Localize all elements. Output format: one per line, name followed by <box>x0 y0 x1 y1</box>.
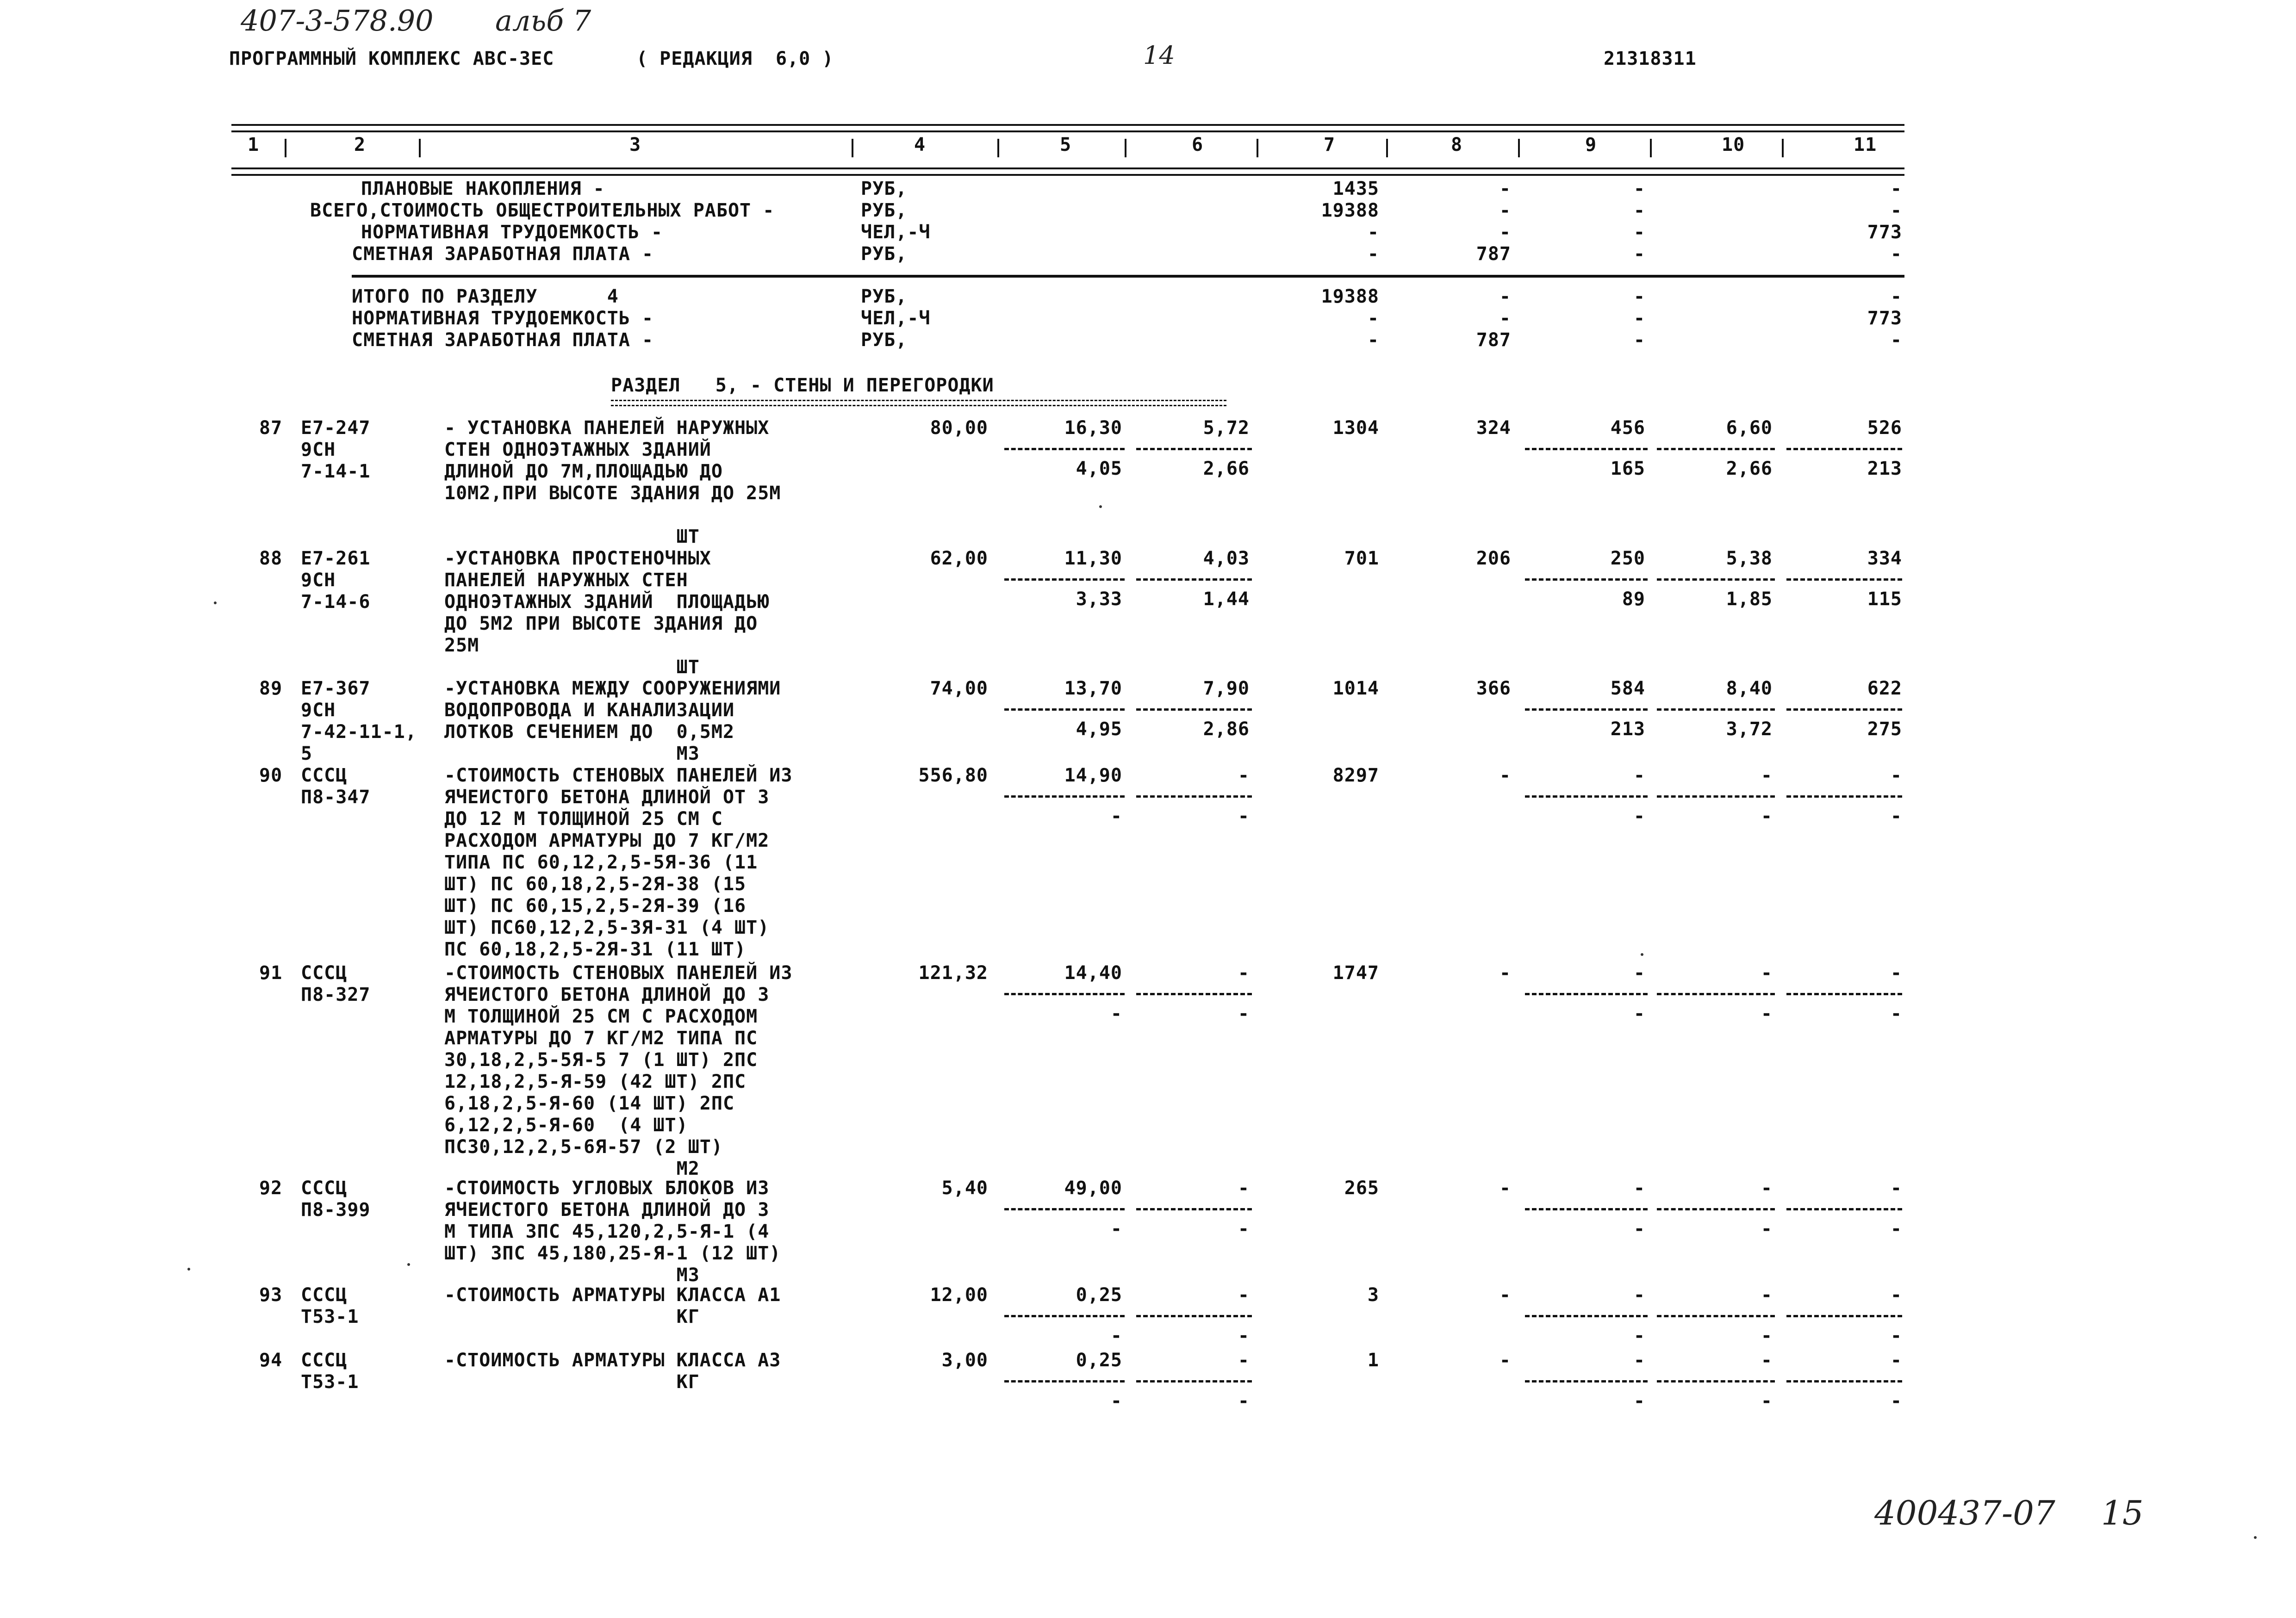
row-description: -СТОИМОСТЬ СТЕНОВЫХ ПАНЕЛЕЙ ИЗ ЯЧЕИСТОГО БЕТОНА ДЛИНОЙ ДО 3 М ТОЛЩИНОЙ 25 СМ С РАСХОДОМ АРМАТУРЫ ДО 7 КГ/М2 ТИПА ПС 30,18,2,5-5Я-5 7 (1 ШТ) 2ПС 12,18,2,5-Я-59 (42 ШТ) 2ПС 6,18,2,5-Я-60 (14 ШТ) 2ПС 6,12,2,5-Я-60 (4 ШТ) ПС30,12,2,5-6Я-57 (2 ШТ) М2 <box>444 962 793 1179</box>
scan-speck <box>407 1263 410 1266</box>
subtotal-separator <box>1657 1208 1775 1212</box>
subtotal-separator <box>1136 993 1252 997</box>
row-labor-total-wages: - <box>1890 1325 1902 1346</box>
subtotal-separator <box>1136 1380 1252 1384</box>
row-description: -СТОИМОСТЬ АРМАТУРЫ КЛАССА А1 КГ <box>444 1284 781 1327</box>
column-header-5: 5 <box>1060 134 1072 155</box>
row-total-wage: 206 <box>1476 548 1511 569</box>
row-unit-wage: - <box>1238 1350 1250 1371</box>
scan-speck <box>1099 505 1102 508</box>
total-col8: - <box>1499 178 1511 199</box>
handwritten-archive-number: 400437-07 <box>1874 1494 2055 1532</box>
summary-col7: - <box>1367 308 1379 329</box>
row-unit-cost: 14,40 <box>1064 962 1122 984</box>
row-quantity: 80,00 <box>930 417 988 439</box>
scan-speck <box>214 601 217 604</box>
row-machine-cost: 584 <box>1610 678 1645 699</box>
row-unit-cost-wages: 3,33 <box>1076 589 1122 610</box>
summary-col8: - <box>1499 286 1511 307</box>
subtotal-separator <box>1786 993 1902 997</box>
row-machine-wages: - <box>1633 1003 1645 1024</box>
row-unit-wage: - <box>1238 962 1250 984</box>
row-unit-wage-wages: - <box>1238 806 1250 827</box>
row-total-cost: 265 <box>1344 1178 1379 1199</box>
total-col11: - <box>1890 200 1902 221</box>
row-unit-wage: 7,90 <box>1203 678 1250 699</box>
summary-col9: - <box>1633 286 1645 307</box>
subtotal-separator <box>1786 1315 1902 1319</box>
row-unit-wage-wages: - <box>1238 1390 1250 1412</box>
row-quantity: 121,32 <box>918 962 988 984</box>
row-unit-wage-wages: 2,66 <box>1203 458 1250 479</box>
subtotal-separator <box>1004 1208 1125 1212</box>
row-labor-unit-wages: - <box>1761 1390 1773 1412</box>
subtotal-separator <box>1525 993 1648 997</box>
row-quantity: 62,00 <box>930 548 988 569</box>
row-machine-wages: 165 <box>1610 458 1645 479</box>
column-header-10: 10 <box>1722 134 1745 155</box>
total-col11: - <box>1890 178 1902 199</box>
row-machine-wages: 213 <box>1610 719 1645 740</box>
row-total-wage: - <box>1499 765 1511 786</box>
row-description: - УСТАНОВКА ПАНЕЛЕЙ НАРУЖНЫХ СТЕН ОДНОЭТАЖНЫХ ЗДАНИЙ ДЛИНОЙ ДО 7М,ПЛОЩАДЬЮ ДО 10М2,ПРИ ВЫСОТЕ ЗДАНИЯ ДО 25М ШТ <box>444 417 781 547</box>
row-labor-unit-wages: - <box>1761 1325 1773 1346</box>
row-labor-unit-wages: - <box>1761 1003 1773 1024</box>
row-labor-total-wages: - <box>1890 1218 1902 1240</box>
row-number: 88 <box>259 548 283 569</box>
row-number: 91 <box>259 962 283 984</box>
row-labor-total-wages: - <box>1890 1390 1902 1412</box>
section-5-title: РАЗДЕЛ 5, - СТЕНЫ И ПЕРЕГОРОДКИ <box>611 375 994 396</box>
total-label: НОРМАТИВНАЯ ТРУДОЕМКОСТЬ - <box>361 222 663 243</box>
handwritten-album: альб 7 <box>495 4 591 37</box>
row-machine-wages: - <box>1633 806 1645 827</box>
column-header-11: 11 <box>1854 134 1877 155</box>
total-col9: - <box>1633 222 1645 243</box>
row-unit-wage: 5,72 <box>1203 417 1250 439</box>
subtotal-separator <box>1657 578 1775 583</box>
row-description: -СТОИМОСТЬ АРМАТУРЫ КЛАССА А3 КГ <box>444 1350 781 1393</box>
row-labor-total-wages: - <box>1890 1003 1902 1024</box>
subtotal-separator <box>1657 993 1775 997</box>
row-machine-cost: - <box>1633 962 1645 984</box>
column-header-7: 7 <box>1324 134 1336 155</box>
subtotal-separator <box>1525 1315 1648 1319</box>
row-unit-wage-wages: 2,86 <box>1203 719 1250 740</box>
subtotal-separator <box>1657 1380 1775 1384</box>
summary-col11: - <box>1890 286 1902 307</box>
total-unit: ЧЕЛ,-Ч <box>861 222 931 243</box>
subtotal-separator <box>1657 448 1775 452</box>
column-separator <box>1257 139 1258 157</box>
row-quantity: 74,00 <box>930 678 988 699</box>
subtotal-separator <box>1657 795 1775 800</box>
row-machine-wages: - <box>1633 1218 1645 1240</box>
row-total-cost: 701 <box>1344 548 1379 569</box>
row-labor-unit-wages: 1,85 <box>1726 589 1773 610</box>
subtotal-separator <box>1004 1380 1125 1384</box>
subtotal-separator <box>1004 578 1125 583</box>
scan-speck <box>2254 1536 2257 1539</box>
header-bottom-rule <box>231 167 1904 176</box>
section-5-title-underline <box>611 400 1226 406</box>
column-header-1: 1 <box>248 134 260 155</box>
subtotal-separator <box>1786 448 1902 452</box>
row-unit-wage: - <box>1238 1284 1250 1306</box>
row-unit-wage-wages: - <box>1238 1218 1250 1240</box>
row-labor-total-wages: 115 <box>1867 589 1902 610</box>
subtotal-separator <box>1786 708 1902 713</box>
total-col8: - <box>1499 222 1511 243</box>
total-col9: - <box>1633 243 1645 265</box>
total-label: ВСЕГО,СТОИМОСТЬ ОБЩЕСТРОИТЕЛЬНЫХ РАБОТ - <box>310 200 775 221</box>
column-header-6: 6 <box>1192 134 1204 155</box>
document-number: 21318311 <box>1604 48 1697 69</box>
column-header-2: 2 <box>354 134 366 155</box>
row-unit-wage: - <box>1238 1178 1250 1199</box>
subtotal-separator <box>1136 795 1252 800</box>
summary-col9: - <box>1633 329 1645 351</box>
row-unit-cost-wages: - <box>1110 1003 1122 1024</box>
row-code: Е7-247 9СН 7-14-1 <box>301 417 371 482</box>
subtotal-separator <box>1525 1380 1648 1384</box>
subtotal-separator <box>1786 1208 1902 1212</box>
row-code: СССЦ П8-399 <box>301 1178 371 1221</box>
subtotal-separator <box>1136 1208 1252 1212</box>
row-labor-unit: 5,38 <box>1726 548 1773 569</box>
scan-speck <box>1641 953 1643 956</box>
subtotal-separator <box>1657 708 1775 713</box>
row-labor-unit: - <box>1761 1178 1773 1199</box>
row-labor-unit: - <box>1761 1350 1773 1371</box>
subtotal-separator <box>1004 708 1125 713</box>
row-labor-total: - <box>1890 1284 1902 1306</box>
column-header-3: 3 <box>629 134 641 155</box>
row-labor-total: 526 <box>1867 417 1902 439</box>
row-unit-wage-wages: - <box>1238 1003 1250 1024</box>
row-unit-cost-wages: 4,05 <box>1076 458 1122 479</box>
summary-label: СМЕТНАЯ ЗАРАБОТНАЯ ПЛАТА - <box>352 329 654 351</box>
row-labor-unit: - <box>1761 1284 1773 1306</box>
summary-col8: 787 <box>1476 329 1511 351</box>
row-labor-total-wages: 213 <box>1867 458 1902 479</box>
handwritten-page-marker: 14 <box>1143 41 1175 70</box>
row-code: СССЦ Т53-1 <box>301 1284 359 1327</box>
row-total-cost: 3 <box>1367 1284 1379 1306</box>
subtotal-separator <box>1004 448 1125 452</box>
row-code: Е7-261 9СН 7-14-6 <box>301 548 371 613</box>
summary-unit: РУБ, <box>861 329 908 351</box>
row-machine-wages: - <box>1633 1390 1645 1412</box>
summary-unit: ЧЕЛ,-Ч <box>861 308 931 329</box>
row-labor-total: 622 <box>1867 678 1902 699</box>
subtotal-separator <box>1136 708 1252 713</box>
section-4-divider <box>352 275 1904 278</box>
row-number: 87 <box>259 417 283 439</box>
subtotal-separator <box>1525 708 1648 713</box>
total-col7: 19388 <box>1321 200 1379 221</box>
column-separator <box>852 139 853 157</box>
row-labor-total: - <box>1890 1350 1902 1371</box>
row-total-wage: 324 <box>1476 417 1511 439</box>
column-separator <box>997 139 999 157</box>
handwritten-page-number: 15 <box>2101 1494 2144 1532</box>
row-total-wage: 366 <box>1476 678 1511 699</box>
subtotal-separator <box>1657 1315 1775 1319</box>
row-quantity: 12,00 <box>930 1284 988 1306</box>
total-col7: 1435 <box>1332 178 1379 199</box>
row-unit-cost: 0,25 <box>1076 1350 1122 1371</box>
column-separator <box>419 139 421 157</box>
row-machine-cost: - <box>1633 765 1645 786</box>
column-header-9: 9 <box>1585 134 1597 155</box>
total-col8: - <box>1499 200 1511 221</box>
row-unit-wage: - <box>1238 765 1250 786</box>
row-labor-total: 334 <box>1867 548 1902 569</box>
row-machine-wages: 89 <box>1622 589 1645 610</box>
subtotal-separator <box>1786 795 1902 800</box>
row-labor-total: - <box>1890 962 1902 984</box>
row-unit-cost: 0,25 <box>1076 1284 1122 1306</box>
row-total-cost: 1747 <box>1332 962 1379 984</box>
edition-label: ( РЕДАКЦИЯ 6,0 ) <box>636 48 834 69</box>
subtotal-separator <box>1136 1315 1252 1319</box>
row-description: -УСТАНОВКА ПРОСТЕНОЧНЫХ ПАНЕЛЕЙ НАРУЖНЫХ СТЕН ОДНОЭТАЖНЫХ ЗДАНИЙ ПЛОЩАДЬЮ ДО 5М2 ПРИ ВЫСОТЕ ЗДАНИЯ ДО 25М ШТ <box>444 548 770 678</box>
subtotal-separator <box>1786 1380 1902 1384</box>
total-label: СМЕТНАЯ ЗАРАБОТНАЯ ПЛАТА - <box>352 243 654 265</box>
column-separator <box>1782 139 1784 157</box>
summary-col11: - <box>1890 329 1902 351</box>
total-unit: РУБ, <box>861 200 908 221</box>
subtotal-separator <box>1004 795 1125 800</box>
subtotal-separator <box>1525 795 1648 800</box>
row-total-cost: 1304 <box>1332 417 1379 439</box>
row-labor-unit: 6,60 <box>1726 417 1773 439</box>
row-machine-cost: 456 <box>1610 417 1645 439</box>
row-total-wage: - <box>1499 1350 1511 1371</box>
row-unit-cost-wages: 4,95 <box>1076 719 1122 740</box>
row-machine-wages: - <box>1633 1325 1645 1346</box>
total-col7: - <box>1367 243 1379 265</box>
row-labor-unit-wages: 3,72 <box>1726 719 1773 740</box>
summary-col9: - <box>1633 308 1645 329</box>
summary-col8: - <box>1499 308 1511 329</box>
row-number: 93 <box>259 1284 283 1306</box>
summary-label: НОРМАТИВНАЯ ТРУДОЕМКОСТЬ - <box>352 308 654 329</box>
summary-unit: РУБ, <box>861 286 908 307</box>
row-code: СССЦ П8-347 <box>301 765 371 808</box>
row-unit-wage-wages: - <box>1238 1325 1250 1346</box>
total-unit: РУБ, <box>861 243 908 265</box>
handwritten-code: 407-3-578.90 <box>241 4 434 37</box>
summary-label: ИТОГО ПО РАЗДЕЛУ 4 <box>352 286 619 307</box>
column-separator <box>1125 139 1126 157</box>
row-machine-cost: - <box>1633 1178 1645 1199</box>
row-code: СССЦ П8-327 <box>301 962 371 1005</box>
summary-col7: - <box>1367 329 1379 351</box>
total-col9: - <box>1633 200 1645 221</box>
row-description: -УСТАНОВКА МЕЖДУ СООРУЖЕНИЯМИ ВОДОПРОВОДА И КАНАЛИЗАЦИИ ЛОТКОВ СЕЧЕНИЕМ ДО 0,5М2 М3 <box>444 678 781 764</box>
total-col9: - <box>1633 178 1645 199</box>
row-unit-cost: 16,30 <box>1064 417 1122 439</box>
subtotal-separator <box>1004 1315 1125 1319</box>
row-total-cost: 1014 <box>1332 678 1379 699</box>
row-unit-cost-wages: - <box>1110 1390 1122 1412</box>
row-number: 92 <box>259 1178 283 1199</box>
row-code: СССЦ Т53-1 <box>301 1350 359 1393</box>
subtotal-separator <box>1525 1208 1648 1212</box>
row-unit-cost-wages: - <box>1110 806 1122 827</box>
program-title: ПРОГРАММНЫЙ КОМПЛЕКС АВС-3ЕС <box>229 48 554 69</box>
row-number: 89 <box>259 678 283 699</box>
header-top-rule <box>231 124 1904 132</box>
row-labor-total: - <box>1890 1178 1902 1199</box>
row-total-cost: 8297 <box>1332 765 1379 786</box>
row-labor-unit-wages: - <box>1761 1218 1773 1240</box>
column-header-8: 8 <box>1451 134 1463 155</box>
total-unit: РУБ, <box>861 178 908 199</box>
row-labor-unit: - <box>1761 962 1773 984</box>
row-description: -СТОИМОСТЬ УГЛОВЫХ БЛОКОВ ИЗ ЯЧЕИСТОГО БЕТОНА ДЛИНОЙ ДО 3 М ТИПА 3ПС 45,120,2,5-Я-1 (4 ШТ) 3ПС 45,180,25-Я-1 (12 ШТ) М3 <box>444 1178 781 1286</box>
row-total-wage: - <box>1499 1178 1511 1199</box>
row-quantity: 5,40 <box>941 1178 988 1199</box>
row-total-cost: 1 <box>1367 1350 1379 1371</box>
row-unit-cost: 49,00 <box>1064 1178 1122 1199</box>
row-unit-cost: 11,30 <box>1064 548 1122 569</box>
row-unit-cost: 13,70 <box>1064 678 1122 699</box>
row-quantity: 556,80 <box>918 765 988 786</box>
row-unit-cost-wages: - <box>1110 1325 1122 1346</box>
row-number: 90 <box>259 765 283 786</box>
row-labor-total-wages: 275 <box>1867 719 1902 740</box>
row-unit-cost-wages: - <box>1110 1218 1122 1240</box>
row-labor-total-wages: - <box>1890 806 1902 827</box>
column-separator <box>285 139 286 157</box>
row-labor-unit: 8,40 <box>1726 678 1773 699</box>
row-quantity: 3,00 <box>941 1350 988 1371</box>
subtotal-separator <box>1525 578 1648 583</box>
row-machine-cost: - <box>1633 1284 1645 1306</box>
total-col7: - <box>1367 222 1379 243</box>
summary-col7: 19388 <box>1321 286 1379 307</box>
row-machine-cost: 250 <box>1610 548 1645 569</box>
total-col11: 773 <box>1867 222 1902 243</box>
subtotal-separator <box>1136 448 1252 452</box>
subtotal-separator <box>1786 578 1902 583</box>
summary-col11: 773 <box>1867 308 1902 329</box>
row-labor-unit: - <box>1761 765 1773 786</box>
subtotal-separator <box>1136 578 1252 583</box>
row-labor-total: - <box>1890 765 1902 786</box>
subtotal-separator <box>1525 448 1648 452</box>
row-unit-wage-wages: 1,44 <box>1203 589 1250 610</box>
subtotal-separator <box>1004 993 1125 997</box>
row-unit-cost: 14,90 <box>1064 765 1122 786</box>
row-code: Е7-367 9СН 7-42-11-1, 5 <box>301 678 417 764</box>
row-description: -СТОИМОСТЬ СТЕНОВЫХ ПАНЕЛЕЙ ИЗ ЯЧЕИСТОГО БЕТОНА ДЛИНОЙ ОТ 3 ДО 12 М ТОЛЩИНОЙ 25 СМ С РАСХОДОМ АРМАТУРЫ ДО 7 КГ/М2 ТИПА ПС 60,12,2,5-5Я-36 (11 ШТ) ПС 60,18,2,5-2Я-38 (15 ШТ) ПС 60,15,2,5-2Я-39 (16 ШТ) ПС60,12,2,5-3Я-31 (4 ШТ) ПС 60,18,2,5-2Я-31 (11 ШТ) <box>444 765 793 960</box>
row-machine-cost: - <box>1633 1350 1645 1371</box>
row-unit-wage: 4,03 <box>1203 548 1250 569</box>
column-separator <box>1650 139 1652 157</box>
row-total-wage: - <box>1499 1284 1511 1306</box>
scan-speck <box>187 1268 190 1271</box>
total-col8: 787 <box>1476 243 1511 265</box>
column-separator <box>1386 139 1388 157</box>
total-label: ПЛАНОВЫЕ НАКОПЛЕНИЯ - <box>361 178 605 199</box>
row-labor-unit-wages: 2,66 <box>1726 458 1773 479</box>
column-separator <box>1518 139 1520 157</box>
row-labor-unit-wages: - <box>1761 806 1773 827</box>
row-total-wage: - <box>1499 962 1511 984</box>
total-col11: - <box>1890 243 1902 265</box>
column-header-4: 4 <box>914 134 926 155</box>
row-number: 94 <box>259 1350 283 1371</box>
